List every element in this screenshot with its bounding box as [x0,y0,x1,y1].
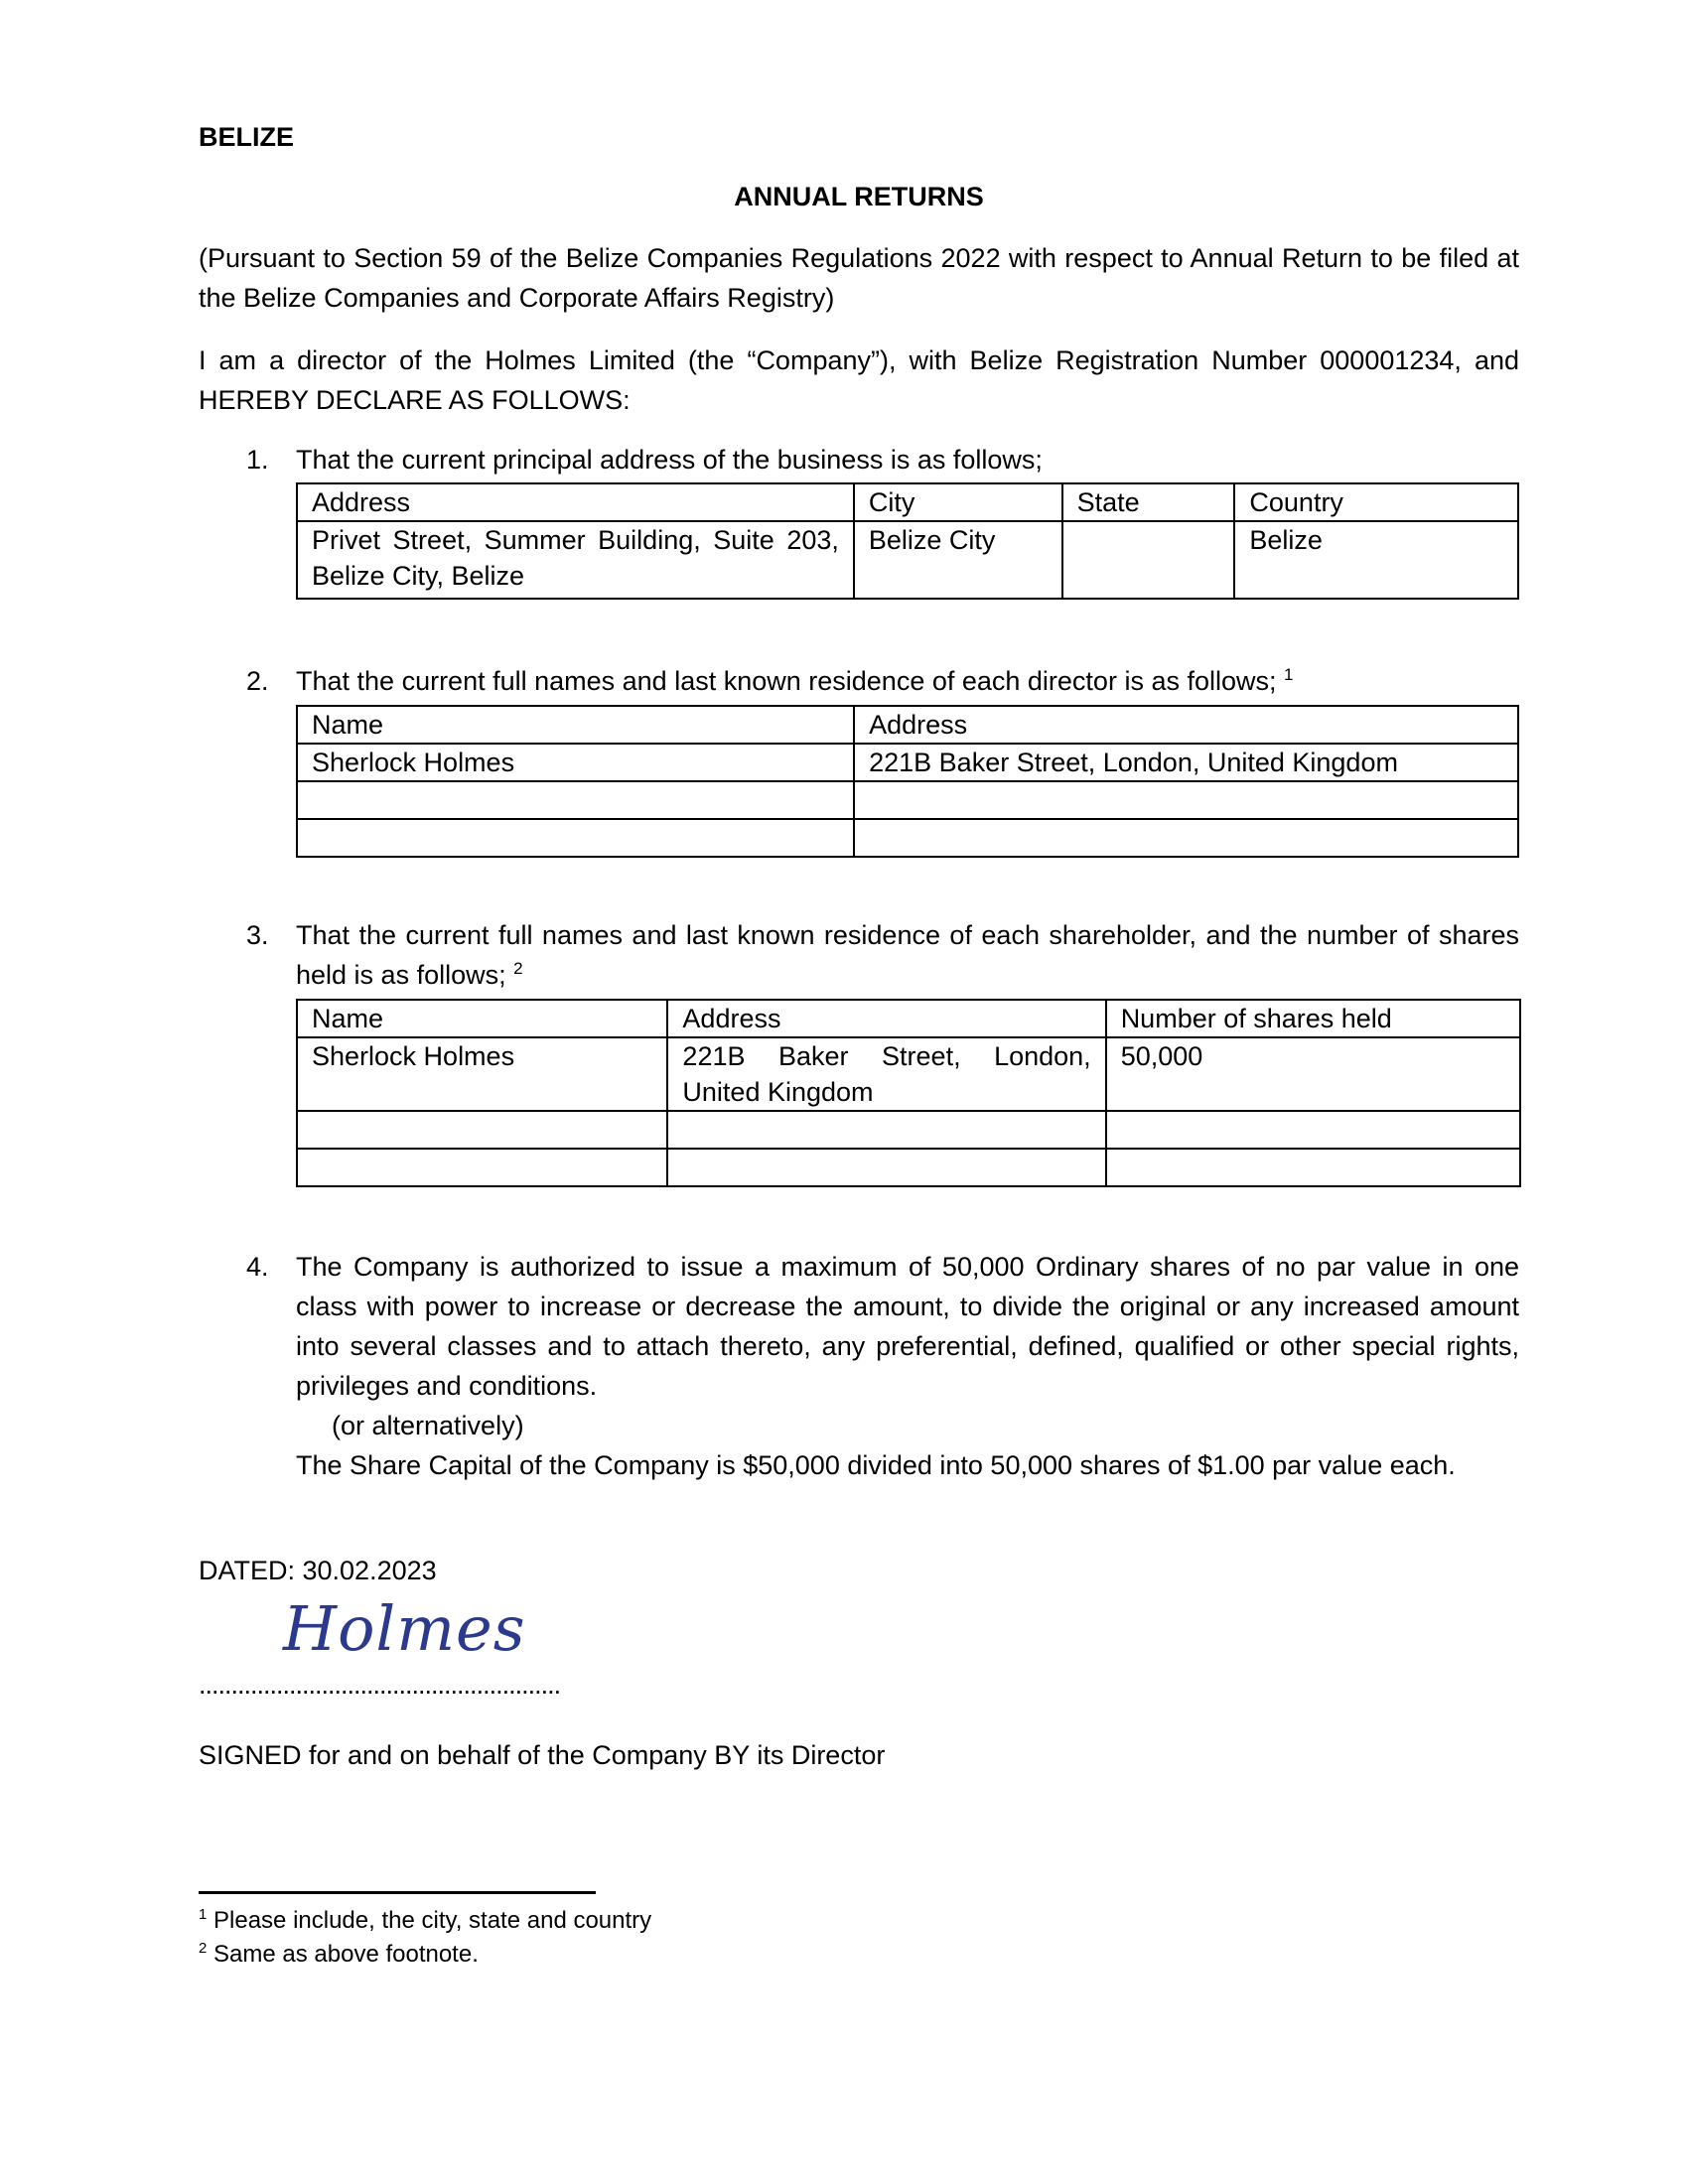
item-number: 3. [246,920,269,950]
country-heading: BELIZE [199,122,295,152]
address-cell [854,781,1518,819]
header-cell: Country [1234,483,1518,521]
footnote-mark: 1 [199,1906,208,1923]
table-row [297,521,1518,599]
item-text: That the current full names and last known residence of each director is as follows; [296,666,1277,696]
table-header-row [297,706,1518,744]
table-row [297,781,1518,819]
principal-address-table [296,482,1519,600]
footnote-text: Same as above footnote. [213,1941,479,1968]
footnote-text: Please include, the city, state and country [213,1907,652,1934]
name-cell [297,1149,667,1186]
header-cell: Address [854,706,1518,744]
signed-by-line: SIGNED for and on behalf of the Company BY its Director [199,1740,886,1770]
footnote-ref: 2 [513,959,523,978]
signature-line: ........................................................ [199,1670,561,1700]
name-cell [297,781,854,819]
address-cell: Privet Street, Summer Building, Suite 203, Belize City, Belize [297,521,854,599]
table-row [297,819,1518,857]
name-cell [297,1111,667,1149]
table-header-row [297,1000,1520,1037]
header-cell: Address [667,1000,1105,1037]
footnote-2 [199,1938,479,1972]
table-header-row [297,483,1518,521]
declaration-paragraph: I am a director of the Holmes Limited (the “Company”), with Belize Registration Number 000001234, and HEREBY DECLARE AS FOLLOWS: [199,345,1519,415]
name-cell [297,819,854,857]
item-text: The Company is authorized to issue a maximum of 50,000 Ordinary shares of no par value in one class with power to increase or decrease the amount, to divide the original or any increased amount into several classes and to attach thereto, any preferential, defined, qualified or other special rights, privileges and conditions. [296,1252,1519,1401]
table-row [297,1111,1520,1149]
directors-table [296,705,1519,858]
header-cell: Name [297,1000,667,1037]
footnote-1 [199,1904,651,1938]
address-cell: 221B Baker Street, London, United Kingdom [854,744,1518,781]
address-cell [667,1111,1105,1149]
name-cell: Sherlock Holmes [297,744,854,781]
footnote-divider [199,1891,596,1894]
header-cell: Address [297,483,854,521]
address-cell [854,819,1518,857]
header-cell: Number of shares held [1106,1000,1520,1037]
state-cell [1062,521,1235,599]
shares-cell [1106,1149,1520,1186]
header-cell: Name [297,706,854,744]
shareholders-table [296,999,1521,1187]
table-row [297,1149,1520,1186]
country-cell: Belize [1234,521,1518,599]
footnote-ref: 1 [1284,665,1294,684]
item-number: 4. [246,1252,269,1282]
item-text: That the current full names and last known residence of each shareholder, and the number of shares held is as follows; [296,920,1519,990]
alternative-label: (or alternatively) [332,1411,524,1440]
table-row [297,1037,1520,1111]
pursuant-paragraph: (Pursuant to Section 59 of the Belize Companies Regulations 2022 with respect to Annual Return to be filed at the Belize Companies and Corporate Affairs Registry) [199,243,1519,313]
item-text: That the current principal address of the business is as follows; [296,445,1043,475]
shares-cell: 50,000 [1106,1037,1520,1111]
item-number: 2. [246,666,269,696]
shares-cell [1106,1111,1520,1149]
table-row [297,744,1518,781]
address-cell: 221B Baker Street, London, United Kingdom [667,1037,1105,1111]
item-number: 1. [246,445,269,475]
city-cell: Belize City [854,521,1062,599]
address-cell [667,1149,1105,1186]
header-cell: City [854,483,1062,521]
footnote-mark: 2 [199,1940,208,1957]
name-cell: Sherlock Holmes [297,1037,667,1111]
dated-line: DATED: 30.02.2023 [199,1556,437,1585]
signature: Holmes [283,1592,526,1665]
document-title: ANNUAL RETURNS [734,182,984,211]
alternative-text: The Share Capital of the Company is $50,000 divided into 50,000 shares of $1.00 par value each. [296,1450,1456,1480]
header-cell: State [1062,483,1235,521]
